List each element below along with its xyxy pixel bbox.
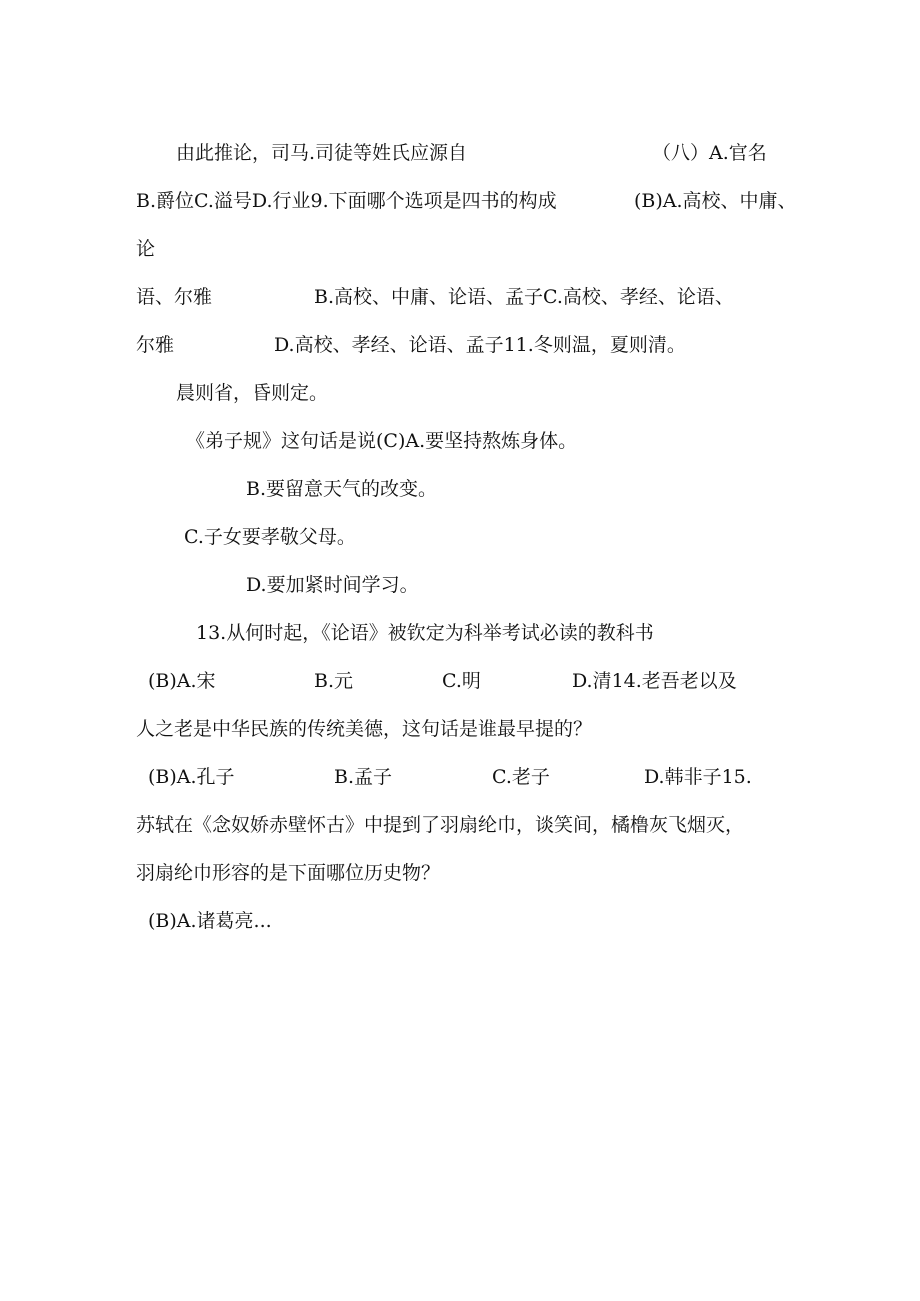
text-line-12b: B.元 [314, 670, 354, 692]
text-line-11: 13.从何时起，《论语》被钦定为科举考试必读的教科书 [196, 622, 654, 644]
text-line-12d: D.清14.老吾老以及 [572, 670, 737, 692]
text-line-6: 晨则省，昏则定。 [176, 382, 329, 404]
text-line-17: (B)A.诸葛亮... [148, 910, 272, 932]
text-line-12a: (B)A.宋 [148, 670, 216, 692]
text-line-14a: (B)A.孔子 [148, 766, 235, 788]
text-line-7: 《弟子规》这句话是说(C)A.要坚持熬炼身体。 [186, 430, 578, 452]
text-line-5b: D.高校、孝经、论语、孟子11.冬则温，夏则清。 [274, 334, 686, 356]
text-line-14c: C.老子 [492, 766, 550, 788]
text-line-9: C.子女要孝敬父母。 [184, 526, 356, 548]
text-line-1b: （八）A.官名 [652, 142, 767, 164]
text-line-14b: B.孟子 [334, 766, 393, 788]
text-line-13: 人之老是中华民族的传统美德，这句话是谁最早提的？ [136, 718, 593, 740]
text-line-10: D.要加紧时间学习。 [246, 574, 419, 596]
text-line-2b: (B)A.高校、中庸、 [634, 190, 797, 212]
text-line-15: 苏轼在《念奴娇赤壁怀古》中提到了羽扇纶巾，谈笑间，橘橹灰飞烟灭， [136, 814, 745, 836]
text-line-2a: B.爵位C.溢号D.行业9.下面哪个选项是四书的构成 [136, 190, 557, 212]
text-line-3: 论 [136, 238, 156, 260]
text-line-4a: 语、尔雅 [136, 286, 213, 308]
text-line-8: B.要留意天气的改变。 [246, 478, 438, 500]
text-line-14d: D.韩非子15. [644, 766, 752, 788]
text-line-1a: 由此推论，司马.司徒等姓氏应源自 [176, 142, 468, 164]
text-line-16: 羽扇纶巾形容的是下面哪位历史物？ [136, 862, 441, 884]
text-line-12c: C.明 [442, 670, 481, 692]
text-line-5a: 尔雅 [136, 334, 175, 356]
text-line-4b: B.高校、中庸、论语、孟子C.高校、孝经、论语、 [314, 286, 734, 308]
